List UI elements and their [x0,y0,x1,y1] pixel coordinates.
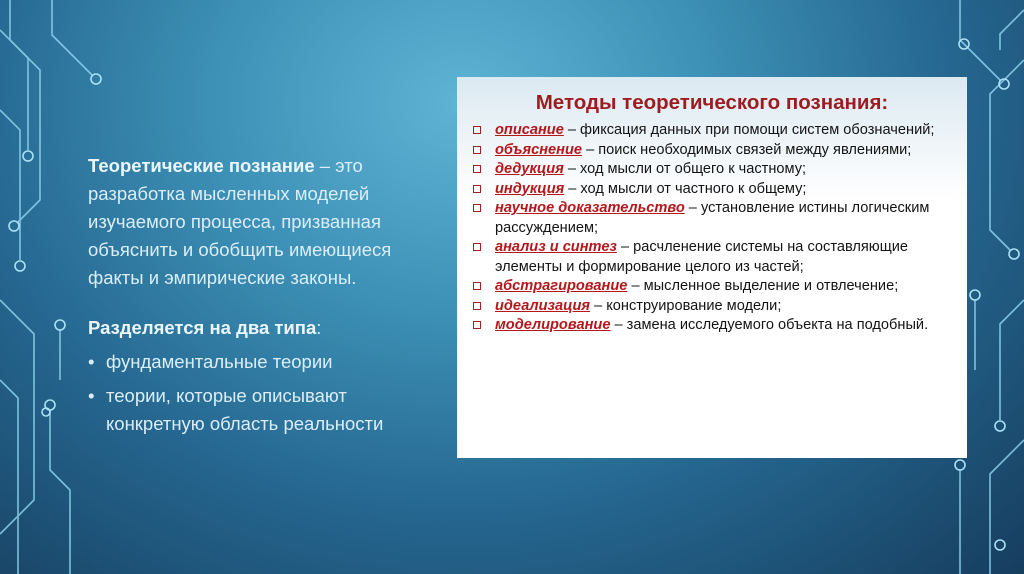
types-heading-colon: : [316,317,322,338]
method-term: абстрагирование [495,278,628,294]
method-desc: – фиксация данных при помощи систем обозначений; [563,122,935,138]
checkbox-square-icon [473,126,481,134]
checkbox-square-icon [473,146,481,154]
method-term: описание [495,122,564,138]
checkbox-square-icon [473,165,481,173]
methods-list [473,121,967,336]
types-heading-text: Разделяется на два типа [88,317,317,338]
method-term: объяснение [495,141,583,158]
bullet-icon: • [88,351,95,372]
method-desc: – поиск необходимых связей между явлениями; [582,141,912,158]
types-list-item-text: фундаментальные теории [106,351,333,372]
method-term: анализ и синтез [495,239,617,255]
checkbox-square-icon [473,302,481,310]
method-term: дедукция [495,161,564,177]
method-term: моделирование [495,317,611,333]
method-desc: – ход мысли от общего к частному; [563,161,807,177]
method-desc: – ход мысли от частного к общему; [564,180,807,197]
method-item [473,199,967,238]
definition-paragraph [88,152,448,292]
method-item [473,316,967,336]
definition-term: Теоретические познание [88,155,315,176]
types-heading [88,314,448,342]
method-desc: – мысленное выделение и отвлечение; [627,278,899,294]
types-list-item-text: теории, которые описывают конкретную область реальности [106,385,384,434]
bullet-icon: • [88,385,95,406]
method-item [473,297,967,317]
method-item [473,121,967,141]
method-item [473,160,967,180]
method-item [473,180,967,200]
method-desc: – замена исследуемого объекта на подобный. [610,317,929,333]
method-desc: – расчленение системы на составляющие элементы и формирование целого из частей; [495,239,909,275]
types-list-item [88,382,448,438]
methods-card [457,77,967,458]
types-list [88,348,448,438]
method-term: идеализация [495,297,591,314]
checkbox-square-icon [473,243,481,251]
method-item [473,277,967,297]
checkbox-square-icon [473,321,481,329]
method-term: научное доказательство [495,200,685,216]
definition-text: – это разработка мысленных моделей изучаемого процесса, призванная объяснить и обобщить имеющиеся факты и эмпирические законы. [88,155,392,288]
checkbox-square-icon [473,204,481,212]
types-list-item [88,348,448,376]
method-item [473,238,967,277]
method-term: индукция [495,180,565,197]
checkbox-square-icon [473,185,481,193]
method-desc: – конструирование модели; [590,297,782,314]
checkbox-square-icon [473,282,481,290]
method-desc: – установление истины логическим рассуждением; [495,200,930,236]
methods-title: Методы теоретического познания: [535,91,889,114]
left-text-block [88,152,448,444]
method-item [473,141,967,161]
